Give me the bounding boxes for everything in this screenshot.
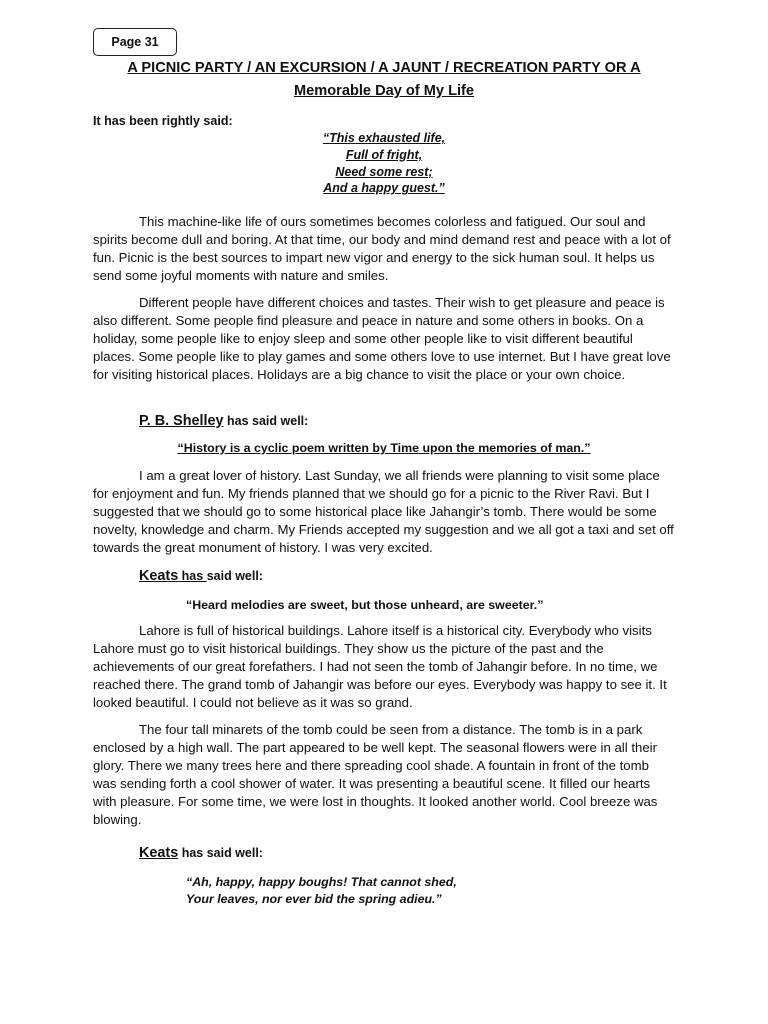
saying-text: said well:	[206, 569, 263, 583]
saying-text: has said well:	[181, 846, 263, 860]
shelley-saying	[139, 413, 308, 429]
paragraph-3: I am a great lover of history. Last Sunday, we all friends were planning to visit some place for enjoyment and fun. My friends planned that we should go for a picnic to the River Ravi. But I suggested that we should go to some historical place like Jahangir’s tomb. There would be some novelty, knowledge and charm. My Friends accepted my suggestion and we all got a taxi and set off towards the great monument of history. I was very excited.	[93, 468, 674, 555]
page-number-label: Page 31	[93, 28, 177, 56]
opening-poem	[284, 130, 484, 197]
intro-lead: It has been rightly said:	[93, 114, 233, 128]
keats-saying-1	[139, 568, 263, 584]
quote-line: Your leaves, nor ever bid the spring adieu.”	[186, 892, 442, 906]
poem-line: Full of fright,	[345, 147, 423, 162]
essay-title-line-1: A PICNIC PARTY / AN EXCURSION / A JAUNT / RECREATION PARTY OR A	[127, 60, 641, 76]
poem-line: Need some rest;	[335, 164, 433, 179]
author-name: P. B. Shelley	[139, 413, 224, 429]
keats-saying-2	[139, 845, 263, 861]
paragraph-1: This machine-like life of ours sometimes becomes colorless and fatigued. Our soul and spirits become dull and boring. At that time, our body and mind demand rest and peace with a lot of fun. Picnic is the best sources to impart new vigor and energy to the sick human soul. It helps us send some joyful moments with nature and smiles.	[93, 214, 671, 283]
keats-quote-2	[186, 874, 457, 908]
author-name: Keats	[139, 845, 179, 861]
essay-title-line-2: Memorable Day of My Life	[293, 83, 475, 99]
saying-text: has said well:	[227, 414, 309, 428]
shelley-quote: “History is a cyclic poem written by Time upon the memories of man.”	[177, 441, 591, 455]
poem-line: “This exhausted life,	[322, 131, 446, 145]
paragraph-5: The four tall minarets of the tomb could be seen from a distance. The tomb is in a park enclosed by a high wall. The part appeared to be well kept. The seasonal flowers were in all their glory. There we many trees here and there spreading cool shade. A fountain in front of the tomb was sending forth a cool shower of water. It was presenting a beautiful scene. It filled our hearts with pleasure. For some time, we were lost in thoughts. It looked another world. Cool breeze was blowing.	[93, 722, 658, 827]
paragraph-4: Lahore is full of historical buildings. Lahore itself is a historical city. Everybody who visits Lahore must go to visit historical buildings. They show us the picture of the past and the achievements of our great forefathers. I had not seen the tomb of Jahangir before. In no time, we reached there. The grand tomb of Jahangir was before our eyes. Everybody was happy to see it. It looked beautiful. I could not believe as it was so grand.	[93, 623, 667, 710]
author-name: Keats	[139, 568, 179, 584]
poem-line: And a happy guest.”	[323, 181, 445, 196]
saying-text-underlined: has	[178, 569, 207, 583]
paragraph-2: Different people have different choices and tastes. Their wish to get pleasure and peace is also different. Some people find pleasure and peace in nature and some others in books. On a holiday, some people like to enjoy sleep and some other people like to visit different beautiful places. Some people like to play games and some others love to use internet. But I have great love for visiting historical places. Holidays are a big chance to visit the place or your own choice.	[93, 295, 671, 382]
keats-quote-1: “Heard melodies are sweet, but those unheard, are sweeter.”	[186, 598, 544, 612]
quote-line: “Ah, happy, happy boughs! That cannot shed,	[186, 875, 457, 889]
